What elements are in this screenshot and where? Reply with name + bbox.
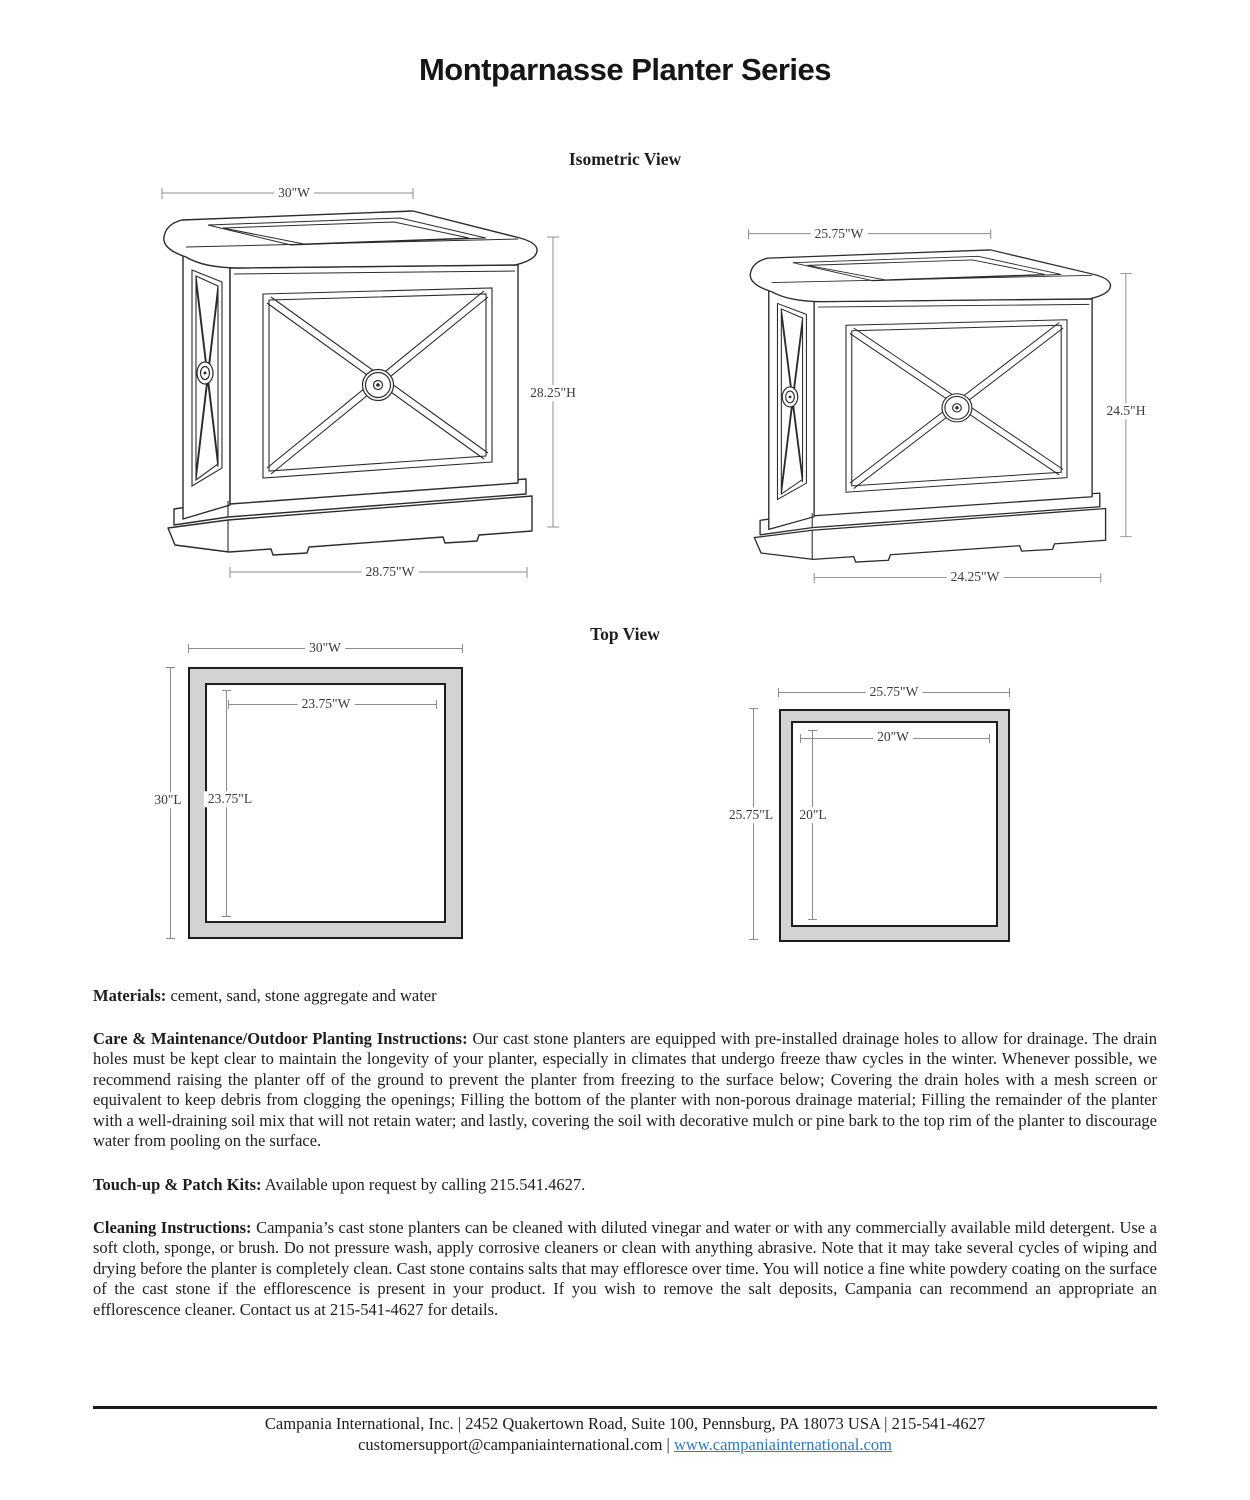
planter-drawing-small — [735, 220, 1150, 592]
materials-label: Materials: — [93, 986, 167, 1005]
isometric-figure-large — [148, 178, 608, 590]
planter-drawing-large — [148, 178, 578, 588]
dim-label-top-width: 25.75"W — [811, 226, 868, 242]
isometric-view-heading: Isometric View — [568, 149, 682, 169]
isometric-figure-small — [735, 220, 1185, 592]
dim-label-outer-width: 25.75"W — [866, 684, 923, 700]
dim-label-height: 24.5"H — [1103, 403, 1150, 419]
footer-divider — [93, 1406, 1157, 1409]
materials-paragraph — [93, 986, 1157, 1006]
dim-line-inner-length — [812, 730, 813, 920]
top-view-heading: Top View — [590, 624, 660, 644]
footer-contact-line — [0, 1435, 1250, 1455]
footer-address-line: Campania International, Inc. | 2452 Quakertown Road, Suite 100, Pennsburg, PA 18073 USA | 215-541-4627 — [264, 1414, 986, 1433]
dim-label-inner-width: 20"W — [873, 729, 913, 745]
care-maintenance-label: Care & Maintenance/Outdoor Planting Instructions: — [93, 1029, 468, 1048]
dim-label-outer-width: 30"W — [305, 640, 345, 656]
website-link[interactable]: www.campaniainternational.com — [673, 1435, 892, 1454]
dim-label-inner-length: 23.75"L — [204, 791, 256, 807]
dim-label-top-width: 30"W — [274, 185, 314, 201]
materials-text: cement, sand, stone aggregate and water — [166, 986, 437, 1005]
top-view-figure-small — [728, 640, 1060, 950]
footer-email: customersupport@campaniainternational.com | — [358, 1435, 674, 1454]
dim-label-bottom-width: 24.25"W — [947, 569, 1004, 585]
dim-label-outer-length: 25.75"L — [725, 807, 777, 823]
care-maintenance-text: Our cast stone planters are equipped with pre-installed drainage holes to allow for drainage. The drain holes must be kept clear to maintain the longevity of your planter, especially in climates that undergo freeze thaw cycles in the winter. Whenever possible, we recommend raising the planter off of the ground to prevent the planter from freezing to the surface below; Covering the drain holes with a mesh screen or equivalent to keep debris from clogging the openings; Filling the bottom of the planter with non-porous drainage material; Filling the remainder of the planter with a well-draining soil mix that will not retain water; and lastly, covering the soil with decorative mulch or pine bark to the top rim of the planter to discourage water from pooling on the surface. — [93, 1029, 1157, 1151]
page-title: Montparnasse Planter Series — [418, 52, 832, 87]
planter-cavity-outline — [791, 721, 998, 927]
touchup-text: Available upon request by calling 215.541.4627. — [261, 1175, 586, 1194]
dim-label-height: 28.25"H — [526, 385, 580, 401]
touchup-paragraph — [93, 1175, 1157, 1195]
cleaning-label: Cleaning Instructions: — [93, 1218, 252, 1237]
dim-label-outer-length: 30"L — [150, 792, 185, 808]
dim-line-outer-length — [753, 708, 754, 940]
dim-label-inner-length: 20"L — [795, 807, 830, 823]
cleaning-text: Campania’s cast stone planters can be cleaned with diluted vinegar and water or with any commercially available mild detergent. Use a soft cloth, sponge, or brush. Do not pressure wash, apply corrosive cleaners or clean with anything abrasive. Note that it may take several cycles of wiping and drying before the planter is completely clean. Cast stone contains salts that may effloresce over time. You will notice a fine white powdery coating on the surface of the cast stone if the efflorescence is present in your product. If you wish to remove the salt deposits, Campania can recommend an appropriate an efflorescence cleaner. Contact us at 215-541-4627 for details. — [93, 1218, 1157, 1319]
dim-label-inner-width: 23.75"W — [298, 696, 355, 712]
cleaning-paragraph — [93, 1218, 1157, 1320]
care-maintenance-paragraph — [93, 1029, 1157, 1152]
touchup-label: Touch-up & Patch Kits: — [93, 1175, 262, 1194]
top-view-figure-large — [150, 640, 490, 950]
dim-label-bottom-width: 28.75"W — [362, 564, 419, 580]
